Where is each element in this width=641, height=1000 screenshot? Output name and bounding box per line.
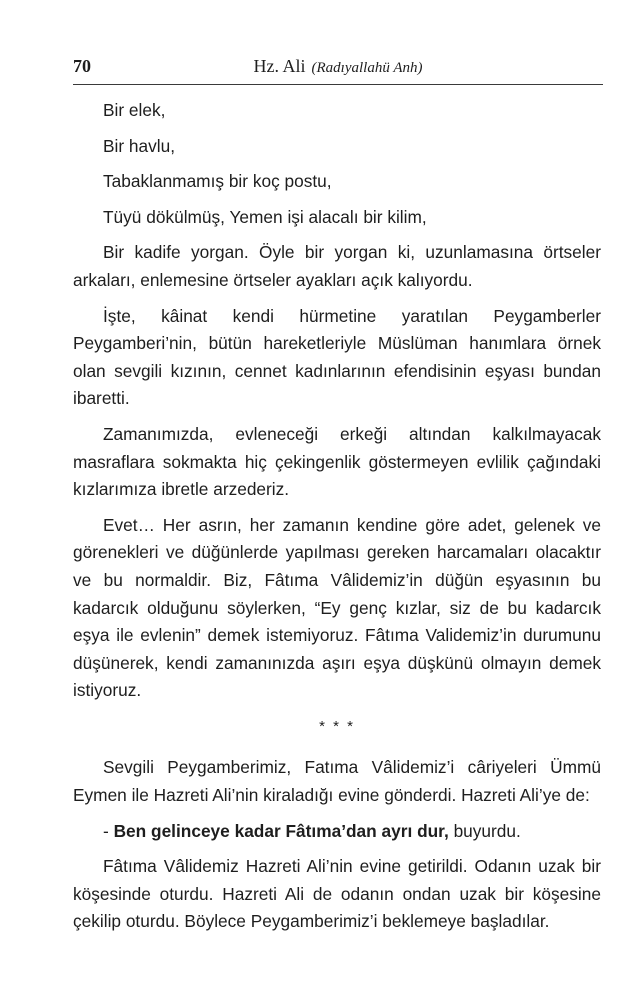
- paragraph: Zamanımızda, evleneceği erkeği altından kalkılmayacak masraflara sokmakta hiç çekingenlik göstermeyen evlilik çağındaki kızlarımıza ibretle arzederiz.: [73, 423, 601, 500]
- book-title: Hz. Ali: [253, 56, 306, 76]
- running-header: [73, 54, 603, 85]
- paragraph: Fâtıma Vâlidemiz Hazreti Ali’nin evine getirildi. Odanın uzak bir köşesinde oturdu. Hazreti Ali de odanın ondan uzak bir köşesine çekilip oturdu. Böylece Peygamberimiz’i beklemeye başladılar.: [73, 856, 601, 932]
- speech-dash: -: [103, 820, 114, 841]
- book-subtitle: (Radıyallahü Anh): [311, 60, 423, 76]
- quoted-speech: [103, 818, 601, 846]
- page-number: 70: [73, 56, 91, 76]
- page-body: [73, 97, 601, 944]
- paragraph: Evet… Her asrın, her zamanın kendine göre adet, gelenek ve görenekleri ve düğünlerde yapılması gereken harcamaları olacaktır ve bu normaldir. Biz, Fâtıma Vâlidemiz’in düğün eşyasının bu kadarcık olduğunu söylerken, “Ey genç kızlar, siz de bu kadarcık eşya ile evlenin” demek istemiyoruz. Fâtıma Validemiz’in durumunu düşünerek, kendi zamanınızda aşırı eşya düşkünü olmayın demek istiyoruz.: [73, 514, 601, 701]
- list-line: Tabaklanmamış bir koç postu,: [103, 171, 332, 192]
- list-line: Tüyü dökülmüş, Yemen işi alacalı bir kilim,: [103, 206, 427, 227]
- list-line: Bir elek,: [103, 100, 166, 120]
- paragraph: Bir kadife yorgan. Öyle bir yorgan ki, uzunlamasına örtseler arkaları, enlemesine örtseler ayakları açık kalıyordu.: [73, 242, 601, 290]
- speech-bold-quote: Ben gelinceye kadar Fâtıma’dan ayrı dur,: [113, 820, 449, 841]
- list-line: Bir havlu,: [103, 135, 176, 156]
- section-separator: * * *: [319, 717, 355, 735]
- paragraph: İşte, kâinat kendi hürmetine yaratılan Peygamberler Peygamberi’nin, bütün hareketleriyle Müslüman hanımlara örnek olan sevgili kızının, cennet kadınlarının efendisinin eşyası bundan ibaretti.: [73, 305, 601, 409]
- paragraph: Sevgili Peygamberimiz, Fatıma Vâlidemiz’i câriyeleri Ümmü Eymen ile Hazreti Ali’nin kiraladığı evine gönderdi. Hazreti Ali’ye de:: [73, 757, 601, 806]
- running-title: [73, 56, 603, 77]
- speech-rest: buyurdu.: [448, 820, 521, 841]
